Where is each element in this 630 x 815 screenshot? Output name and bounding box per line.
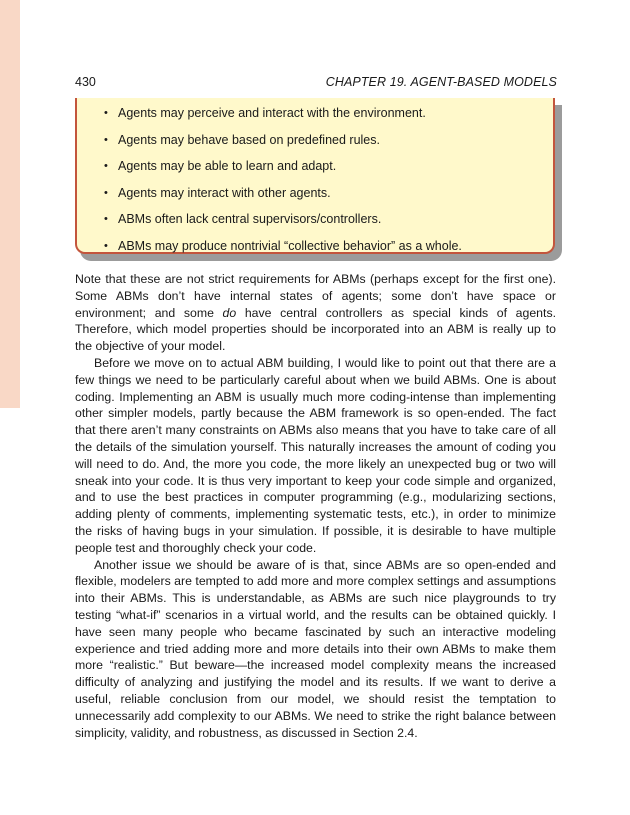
list-item-text: Agents may behave based on predefined rules. <box>118 132 380 147</box>
bullet-icon: • <box>104 239 108 252</box>
page-number: 430 <box>75 75 96 89</box>
list-item-text: ABMs may produce nontrivial “collective behavior” as a whole. <box>118 238 462 253</box>
paragraph-3: Another issue we should be aware of is that, since ABMs are so open-ended and flexible, modelers are tempted to add more and more complex settings and assumptions into their ABMs. This is understandable, as ABMs are such nice playgrounds to try testing “what-if” scenarios in a virtual world, and the results can be obtained quickly. I have seen many people who became fascinated by such an interactive modeling experience and tried adding more and more details into their own ABMs to make them more “realistic.” But beware—the increased model complexity means the increased difficulty of analyzing and justifying the model and its results. If we want to derive a useful, reliable conclusion from our model, we should resist the temptation to unnecessarily add complexity to our ABMs. We need to strike the right balance between simplicity, validity, and robustness, as discussed in Section 2.4. <box>75 557 556 740</box>
list-item-text: Agents may interact with other agents. <box>118 185 331 200</box>
emphasis-do: do <box>222 305 237 320</box>
list-item <box>104 132 462 159</box>
list-item-text: Agents may perceive and interact with the environment. <box>118 106 426 120</box>
list-item <box>104 185 462 212</box>
abm-properties-box <box>75 98 555 254</box>
abm-properties-list <box>104 105 462 265</box>
list-item <box>104 105 462 132</box>
paragraph-1-part-a: Note that these are not strict requirements for ABMs (perhaps except for the first one). Some ABMs don’t have internal states of agents; some don’t have space or environment; and some <box>75 272 556 320</box>
bullet-icon: • <box>104 107 108 119</box>
bullet-icon: • <box>104 186 108 199</box>
bullet-icon: • <box>104 213 108 226</box>
list-item <box>104 238 462 265</box>
list-item <box>104 211 462 238</box>
paragraph-1 <box>75 271 556 355</box>
paragraph-2: Before we move on to actual ABM building, I would like to point out that there are a few things we need to be particularly careful about when we build ABMs. One is about coding. Implementing an ABM is usually much more coding-intense than implementing other simpler models, partly because the ABM framework is so open-ended. The fact that there aren’t many constraints on ABMs also means that you have to take care of all the details of the simulation yourself. This naturally increases the amount of coding you will need to do. And, the more you code, the more likely an unexpected bug or two will sneak into your code. It is thus very important to keep your code simple and organized, and to use the best practices in computer programming (e.g., modularizing sections, adding plenty of comments, implementing systematic tests, etc.), in order to minimize the risks of having bugs in your simulation. If possible, it is desirable to have multiple people test and thoroughly check your code. <box>75 355 556 555</box>
paragraph-1-part-b: have central controllers as special kinds of agents. Therefore, which model properties should be incorporated into an ABM is really up to the objective of your model. <box>75 305 557 354</box>
chapter-title: CHAPTER 19. AGENT-BASED MODELS <box>325 75 557 89</box>
list-item-text: Agents may be able to learn and adapt. <box>118 159 337 174</box>
body-text <box>75 271 556 741</box>
bullet-icon: • <box>104 133 108 146</box>
margin-color-strip <box>0 0 20 408</box>
list-item-text: ABMs often lack central supervisors/controllers. <box>118 212 382 227</box>
running-header <box>75 74 557 90</box>
list-item <box>104 158 462 185</box>
bullet-icon: • <box>104 160 108 173</box>
